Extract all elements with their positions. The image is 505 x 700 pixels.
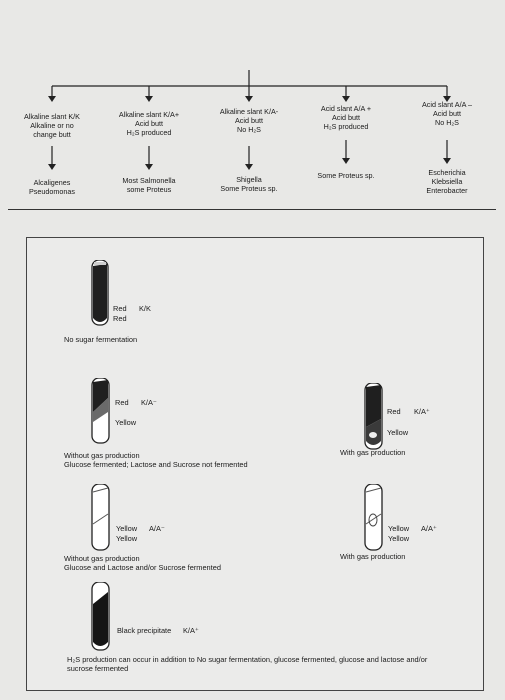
- flow-text: Acid butt: [135, 119, 163, 128]
- tube-aa-minus-code: A/A⁻: [149, 524, 165, 533]
- flow-text: Acid butt: [332, 113, 360, 122]
- flow-text: H₂S produced: [126, 128, 172, 137]
- tube-ka-minus-icon: [91, 378, 111, 444]
- organism-name: Some Proteus sp.: [317, 171, 375, 180]
- tube-aa-minus-butt-color: Yellow: [116, 534, 138, 543]
- tube-aa-plus-caption: With gas production: [340, 552, 406, 561]
- organism-name: Klebsiella: [431, 177, 463, 186]
- flow-text: Alkaline slant K/A-: [219, 107, 279, 116]
- flow-col-3-condition: [201, 107, 297, 134]
- tube-h2s-code: K/A⁺: [183, 626, 199, 635]
- tube-aa-plus-icon: [364, 484, 384, 552]
- flow-text: Alkaline slant K/A+: [118, 110, 180, 119]
- tube-ka-minus-caption-sugars: Glucose fermented; Lactose and Sucrose not fermented: [64, 460, 248, 469]
- organism-name: Pseudomonas: [29, 187, 75, 196]
- footnote-line-1: H₂S production can occur in addition to No sugar fermentation, glucose fermented, glucose and lactose and/or: [67, 655, 428, 664]
- tube-ka-plus-caption: With gas production: [340, 448, 406, 457]
- flow-col-4-result: [298, 171, 394, 180]
- flow-col-5-result: [399, 168, 495, 195]
- tube-kk-butt-color: Red: [113, 314, 127, 323]
- flow-text: No H₂S: [237, 125, 261, 134]
- organism-name: Shigella: [236, 175, 262, 184]
- tube-ka-minus-butt-color: Yellow: [115, 418, 137, 427]
- tube-kk-code: K/K: [139, 304, 151, 313]
- organism-name: Alcaligenes: [33, 178, 71, 187]
- flow-text: Acid slant A/A –: [422, 100, 472, 109]
- tube-ka-minus-code: K/A⁻: [141, 398, 157, 407]
- flow-text: Acid butt: [235, 116, 263, 125]
- footnote-line-2: sucrose fermented: [67, 664, 129, 673]
- tube-aa-minus-icon: [91, 484, 111, 552]
- tube-aa-minus-caption-gas: Without gas production: [64, 554, 140, 563]
- tube-aa-plus-code: A/A⁺: [421, 524, 437, 533]
- tube-ka-minus-slant-color: Red: [115, 398, 129, 407]
- tube-ka-minus-caption-gas: Without gas production: [64, 451, 140, 460]
- tube-aa-minus-slant-color: Yellow: [116, 524, 138, 533]
- organism-name: Enterobacter: [426, 186, 468, 195]
- tube-results-panel: [26, 237, 484, 691]
- tube-kk-icon: [91, 260, 109, 326]
- flow-col-2-result: [101, 176, 197, 194]
- flow-text: Alkaline or no: [30, 121, 74, 130]
- organism-name: Some Proteus sp.: [220, 184, 278, 193]
- tube-ka-plus-slant-color: Red: [387, 407, 401, 416]
- flow-text: H₂S produced: [323, 122, 369, 131]
- flow-col-1-condition: [4, 112, 100, 139]
- tube-aa-minus-caption-sugars: Glucose and Lactose and/or Sucrose fermented: [64, 563, 221, 572]
- tube-kk-slant-color: Red: [113, 304, 127, 313]
- tube-h2s-label: Black precipitate: [117, 626, 172, 635]
- flow-col-3-result: [201, 175, 297, 193]
- section-divider: [8, 209, 496, 210]
- tube-h2s-icon: [91, 582, 111, 652]
- tube-ka-plus-code: K/A⁺: [414, 407, 430, 416]
- tube-aa-plus-slant-color: Yellow: [388, 524, 410, 533]
- flow-text: change butt: [33, 130, 71, 139]
- flow-col-5-condition: [399, 100, 495, 127]
- tube-ka-plus-butt-color: Yellow: [387, 428, 409, 437]
- flow-col-2-condition: [101, 110, 197, 137]
- flow-text: No H₂S: [435, 118, 459, 127]
- flow-col-1-result: [4, 178, 100, 196]
- tube-ka-plus-icon: [364, 383, 384, 451]
- organism-name: some Proteus: [126, 185, 172, 194]
- tube-aa-plus-butt-color: Yellow: [388, 534, 410, 543]
- organism-name: Most Salmonella: [122, 176, 176, 185]
- flow-col-4-condition: [298, 104, 394, 131]
- organism-name: Escherichia: [428, 168, 466, 177]
- flow-text: Acid butt: [433, 109, 461, 118]
- flow-text: Alkaline slant K/K: [24, 112, 80, 121]
- tube-kk-caption: No sugar fermentation: [64, 335, 138, 344]
- flow-text: Acid slant A/A +: [320, 104, 372, 113]
- tsi-flowchart: [0, 0, 505, 215]
